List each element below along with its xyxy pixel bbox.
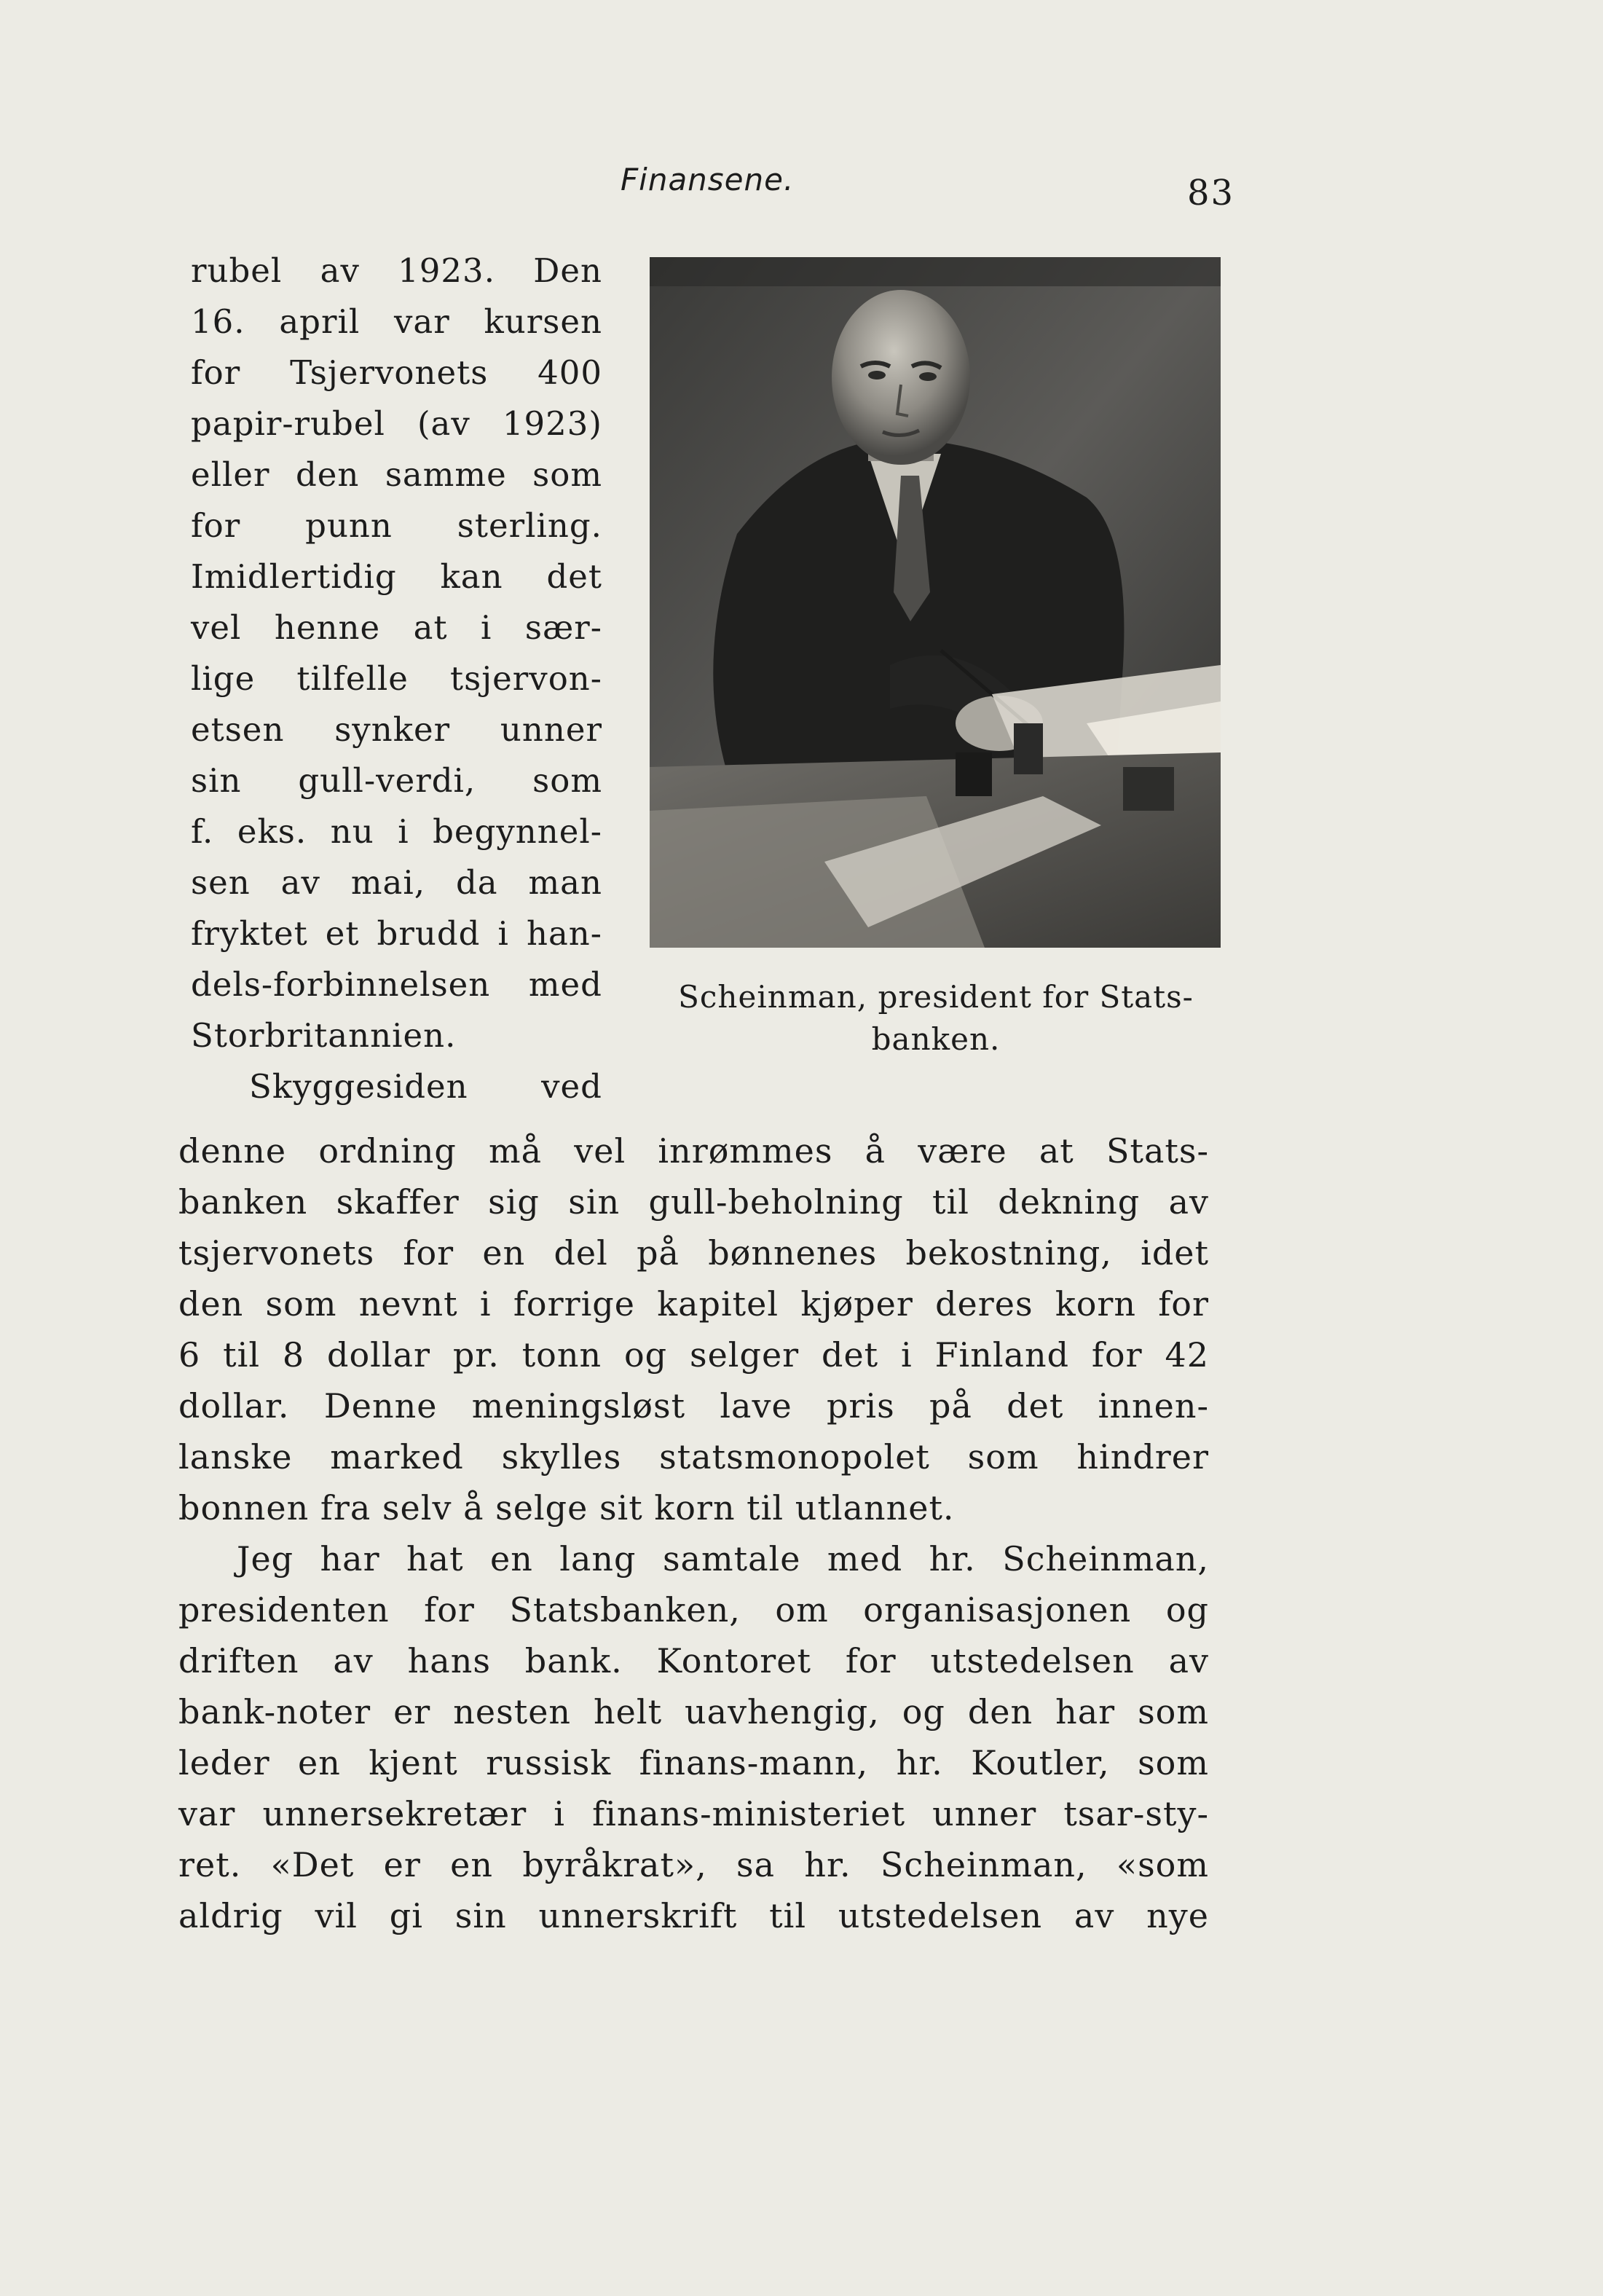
text-line: fryktet et brudd i han- [191, 914, 602, 953]
running-title: Finansene. [621, 162, 795, 197]
text-line: dels-forbinnelsen med [191, 965, 602, 1004]
text-line: bank-noter er nesten helt uavhengig, og den har som [178, 1692, 1209, 1731]
text-line: lanske marked skylles statsmonopolet som hindrer [178, 1437, 1209, 1477]
text-line: Storbritannien. [191, 1016, 457, 1055]
page-number: 83 [1187, 173, 1235, 213]
text-line: denne ordning må vel inrømmes å være at Stats- [178, 1131, 1209, 1171]
text-line: bonnen fra selv å selge sit korn til utlannet. [178, 1488, 955, 1528]
text-line: Jeg har hat en lang samtale med hr. Scheinman, [237, 1539, 1209, 1578]
text-line: eller den samme som [191, 455, 602, 494]
running-head [0, 162, 1603, 213]
photo-caption [641, 976, 1231, 1061]
text-line: den som nevnt i forrige kapitel kjøper deres korn for [178, 1284, 1209, 1324]
text-line: aldrig vil gi sin unnerskrift til utstedelsen av nye [178, 1896, 1209, 1935]
text-line: dollar. Denne meningsløst lave pris på det innen- [178, 1386, 1209, 1426]
text-line: banken skaffer sig sin gull-beholning til dekning av [178, 1182, 1209, 1222]
text-line: f. eks. nu i begynnel- [191, 812, 602, 851]
text-line: tsjervonets for en del på bønnenes bekostning, idet [178, 1233, 1209, 1273]
text-line: papir-rubel (av 1923) [191, 404, 602, 443]
text-line: var unnersekretær i finans-ministeriet unner tsar-sty- [178, 1794, 1209, 1833]
text-line: vel henne at i sær- [191, 608, 602, 647]
text-line: leder en kjent russisk finans-mann, hr. Koutler, som [178, 1743, 1209, 1782]
text-line: etsen synker unner [191, 710, 602, 749]
text-line: for punn sterling. [191, 506, 602, 545]
text-line: for Tsjervonets 400 [191, 353, 602, 392]
text-line: sin gull-verdi, som [191, 761, 602, 800]
portrait-photo [650, 257, 1221, 948]
photo-image [650, 257, 1221, 948]
text-line: ret. «Det er en byråkrat», sa hr. Scheinman, «som [178, 1845, 1209, 1884]
caption-line: banken. [871, 1021, 1001, 1057]
text-line: Skyggesiden ved [249, 1067, 602, 1106]
text-line: driften av hans bank. Kontoret for utstedelsen av [178, 1641, 1209, 1680]
text-line: Imidlertidig kan det [191, 557, 602, 596]
body-text [178, 1125, 1209, 1941]
text-line: rubel av 1923. Den [191, 251, 602, 290]
text-line: sen av mai, da man [191, 863, 602, 902]
text-line: 6 til 8 dollar pr. tonn og selger det i Finland for 42 [178, 1335, 1209, 1375]
text-line: presidenten for Statsbanken, om organisasjonen og [178, 1590, 1209, 1629]
caption-line: Scheinman, president for Stats- [678, 979, 1194, 1015]
text-line: lige tilfelle tsjervon- [191, 659, 602, 698]
text-line: 16. april var kursen [191, 302, 602, 341]
left-column-text [191, 245, 602, 1112]
